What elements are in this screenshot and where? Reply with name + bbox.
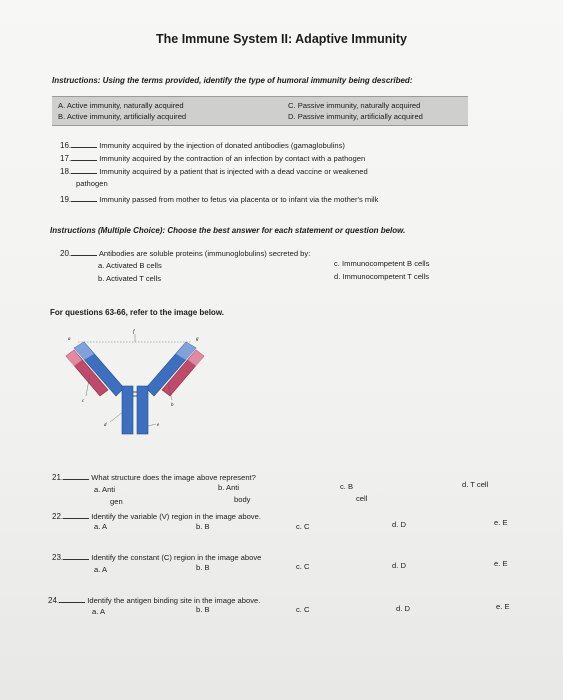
question-18-continued: pathogen — [76, 179, 108, 188]
q23-option-e[interactable]: e. E — [494, 559, 508, 568]
section2-instructions: Instructions (Multiple Choice): Choose the best answer for each statement or question below. — [50, 226, 406, 235]
answer-blank-23[interactable] — [63, 551, 89, 560]
label-b: b — [171, 403, 174, 408]
q22-option-e[interactable]: e. E — [494, 518, 508, 527]
answer-blank-22[interactable] — [63, 510, 89, 519]
question-21: 21. What structure does the image above represent? — [52, 473, 256, 482]
label-c: c — [82, 399, 85, 404]
q23-option-d[interactable]: d. D — [392, 561, 406, 570]
answer-blank-18[interactable] — [71, 165, 97, 174]
right-heavy-stem — [137, 386, 148, 434]
q21-option-a[interactable]: a. Anti — [94, 485, 116, 494]
question-19: 19. Immunity passed from mother to fetus via placenta or to infant via the mother's milk — [60, 195, 379, 204]
q23-option-b[interactable]: b. B — [196, 563, 210, 572]
label-leader-d — [110, 412, 123, 422]
term-c: C. Passive immunity, naturally acquired — [288, 101, 421, 110]
answer-blank-24[interactable] — [59, 594, 85, 603]
label-a: a — [68, 337, 71, 342]
question-23: 23. Identify the constant (C) region in the image above — [52, 553, 262, 562]
q23-option-c[interactable]: c. C — [296, 562, 310, 571]
left-heavy-stem — [122, 386, 133, 434]
label-d: d — [104, 423, 107, 428]
q23-option-a[interactable]: a. A — [94, 565, 108, 574]
q24-option-c[interactable]: c. C — [296, 605, 310, 614]
q24-option-a[interactable]: a. A — [92, 607, 106, 616]
question-18: 18. Immunity acquired by a patient that is injected with a dead vaccine or weakened — [60, 167, 368, 176]
answer-blank-17[interactable] — [71, 152, 97, 161]
q20-option-a[interactable]: a. Activated B cells — [98, 261, 162, 270]
q20-option-b[interactable]: b. Activated T cells — [98, 274, 162, 283]
question-20: 20. Antibodies are soluble proteins (immunoglobulins) secreted by: — [60, 249, 311, 258]
q24-option-b[interactable]: b. B — [196, 605, 210, 614]
q21-option-d[interactable]: d. T cell — [462, 480, 489, 489]
q21-option-c[interactable]: c. B — [340, 482, 354, 491]
answer-blank-16[interactable] — [71, 139, 97, 148]
section1-instructions: Instructions: Using the terms provided, identify the type of humoral immunity being described: — [52, 76, 413, 85]
q24-option-d[interactable]: d. D — [396, 604, 410, 613]
q21-option-a-cont: gen — [110, 497, 123, 506]
term-a: A. Active immunity, naturally acquired — [58, 101, 184, 110]
label-g: g — [196, 337, 199, 342]
label-leader-e — [148, 424, 156, 426]
q21-option-c-cont: cell — [356, 494, 368, 503]
q21-option-b-cont: body — [234, 495, 251, 504]
q21-option-b[interactable]: b. Anti — [218, 483, 240, 492]
q22-option-b[interactable]: b. B — [196, 522, 210, 531]
answer-blank-20[interactable] — [71, 247, 97, 256]
term-d: D. Passive immunity, artificially acquired — [288, 112, 423, 121]
figure-intro: For questions 63-66, refer to the image below. — [50, 308, 224, 317]
q24-option-e[interactable]: e. E — [496, 602, 510, 611]
q20-option-c[interactable]: c. Immunocompetent B cells — [334, 259, 430, 268]
q22-option-d[interactable]: d. D — [392, 520, 406, 529]
label-f: f — [133, 330, 135, 335]
q20-option-d[interactable]: d. Immunocompetent T cells — [334, 272, 430, 281]
terms-box — [52, 96, 468, 126]
question-17: 17. Immunity acquired by the contraction of an infection by contact with a pathogen — [60, 154, 366, 163]
answer-blank-19[interactable] — [71, 193, 97, 202]
page-title: The Immune System II: Adaptive Immunity — [156, 32, 407, 46]
q22-option-a[interactable]: a. A — [94, 522, 108, 531]
q22-option-c[interactable]: c. C — [296, 522, 310, 531]
question-16: 16. Immunity acquired by the injection of donated antibodies (gamaglobulins) — [60, 141, 345, 150]
question-24: 24. Identify the antigen binding site in the image above. — [48, 596, 261, 605]
label-e: e — [157, 423, 160, 428]
term-b: B. Active immunity, artificially acquired — [58, 112, 187, 121]
question-22: 22. Identify the variable (V) region in the image above. — [52, 512, 261, 521]
answer-blank-21[interactable] — [63, 471, 89, 480]
antibody-diagram — [60, 328, 210, 438]
